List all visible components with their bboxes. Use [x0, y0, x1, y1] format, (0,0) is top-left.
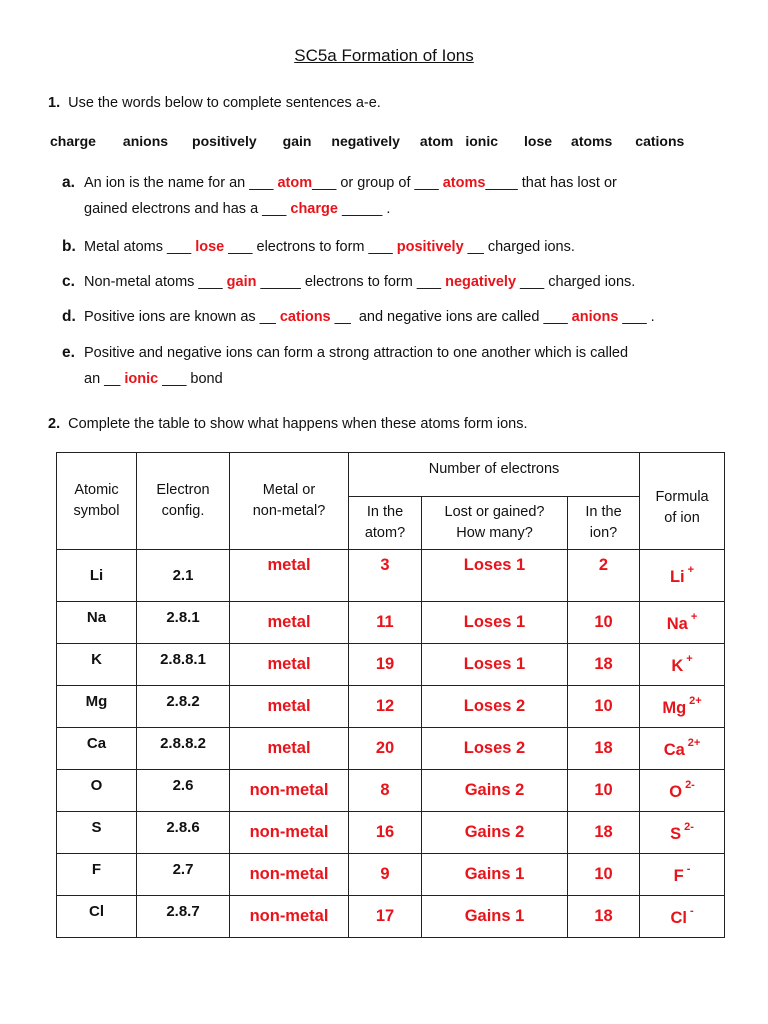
cell-formula: [640, 812, 725, 854]
answer-negatively: negatively: [445, 274, 517, 290]
cell-lost-gained: Loses 1: [422, 550, 568, 602]
cell-symbol: K: [57, 644, 137, 686]
word-bank-item: positively: [192, 133, 257, 149]
ion-charge: 2+: [687, 737, 701, 749]
table-row: [57, 644, 725, 686]
ion-charge: 2+: [689, 695, 702, 707]
cell-formula: [640, 770, 725, 812]
header-metal-or-nonmetal: Metal or non-metal?: [230, 453, 349, 550]
cell-in-ion: 18: [568, 728, 640, 770]
cell-in-atom: 8: [349, 770, 422, 812]
table-row: [57, 896, 725, 938]
cell-in-ion: 10: [568, 770, 640, 812]
ion-symbol: Mg: [662, 699, 687, 717]
answer-gain: gain: [226, 274, 257, 290]
sentence-a: [62, 170, 722, 222]
sentence-text: _____ electrons to form ___: [256, 274, 446, 290]
ion-symbol: Li: [669, 568, 685, 586]
answer-lose: lose: [195, 239, 225, 255]
answer-cations: cations: [279, 309, 331, 325]
cell-in-ion: 2: [568, 550, 640, 602]
header-in-atom: In the atom?: [349, 497, 422, 550]
cell-config: 2.6: [137, 770, 230, 812]
header-atomic-symbol: Atomic symbol: [57, 453, 137, 550]
table-row: [57, 854, 725, 896]
ion-symbol: O: [669, 783, 683, 801]
header-number-of-electrons: Number of electrons: [349, 453, 640, 497]
ion-charge: -: [686, 863, 691, 875]
ion-charge: 2-: [684, 821, 694, 833]
ion-charge: +: [686, 653, 693, 665]
cell-in-ion: 10: [568, 602, 640, 644]
sentence-d: [62, 304, 722, 330]
question-2: [48, 416, 528, 432]
cell-symbol: O: [57, 770, 137, 812]
cell-symbol: Ca: [57, 728, 137, 770]
ion-symbol: S: [670, 825, 682, 843]
cell-in-atom: 9: [349, 854, 422, 896]
cell-formula: [640, 644, 725, 686]
cell-in-atom: 16: [349, 812, 422, 854]
cell-formula: [640, 550, 725, 602]
ions-table: [56, 452, 725, 938]
word-bank-item: negatively: [331, 133, 400, 149]
ion-charge: -: [689, 905, 694, 917]
cell-formula: [640, 686, 725, 728]
sentence-text: an __: [84, 371, 125, 387]
cell-config: 2.8.1: [137, 602, 230, 644]
word-bank-item: atom: [419, 133, 454, 149]
ion-symbol: Na: [666, 615, 688, 633]
ion-charge: 2-: [685, 779, 695, 791]
sentence-text: gained electrons and has a ___: [84, 201, 291, 217]
sentence-label: c.: [62, 273, 75, 290]
header-electron-config: Electron config.: [137, 453, 230, 550]
cell-in-atom: 11: [349, 602, 422, 644]
cell-formula: [640, 728, 725, 770]
cell-symbol: F: [57, 854, 137, 896]
cell-metal-type: metal: [230, 728, 349, 770]
cell-in-ion: 10: [568, 854, 640, 896]
cell-config: 2.1: [137, 550, 230, 602]
cell-formula: [640, 896, 725, 938]
table-row: [57, 770, 725, 812]
cell-config: 2.8.7: [137, 896, 230, 938]
answer-anions: anions: [571, 309, 619, 325]
cell-config: 2.8.2: [137, 686, 230, 728]
sentence-text: __ charged ions.: [463, 239, 575, 255]
cell-in-ion: 10: [568, 686, 640, 728]
cell-lost-gained: Loses 2: [422, 728, 568, 770]
sentence-text: ___ or group of ___: [312, 175, 443, 191]
cell-metal-type: metal: [230, 602, 349, 644]
sentence-text: ___ .: [618, 309, 655, 325]
cell-formula: [640, 854, 725, 896]
word-bank: [50, 133, 718, 149]
cell-lost-gained: Loses 2: [422, 686, 568, 728]
ion-symbol: K: [671, 657, 684, 675]
answer-atom: atom: [277, 175, 313, 191]
sentence-label: e.: [62, 344, 75, 361]
word-bank-item: charge: [50, 133, 96, 149]
cell-config: 2.8.6: [137, 812, 230, 854]
ion-charge: +: [690, 611, 698, 623]
cell-symbol: S: [57, 812, 137, 854]
question-2-number: 2.: [48, 416, 61, 432]
cell-metal-type: metal: [230, 644, 349, 686]
cell-lost-gained: Gains 2: [422, 812, 568, 854]
question-1-number: 1.: [48, 95, 61, 111]
sentence-text: Positive and negative ions can form a strong attraction to one another which is called: [84, 345, 629, 361]
cell-in-atom: 12: [349, 686, 422, 728]
cell-config: 2.8.8.2: [137, 728, 230, 770]
cell-formula: [640, 602, 725, 644]
sentence-text: Positive ions are known as __: [84, 309, 280, 325]
sentence-text: _____ .: [337, 201, 391, 217]
word-bank-item: cations: [635, 133, 685, 149]
cell-metal-type: metal: [230, 550, 349, 602]
word-bank-item: anions: [122, 133, 169, 149]
header-in-ion: In the ion?: [568, 497, 640, 550]
sentence-text: Metal atoms ___: [84, 239, 196, 255]
cell-metal-type: non-metal: [230, 812, 349, 854]
page-title: SC5a Formation of Ions: [294, 46, 474, 65]
cell-lost-gained: Gains 1: [422, 896, 568, 938]
sentence-text: ___ charged ions.: [516, 274, 636, 290]
table-row: [57, 728, 725, 770]
sentence-text: ___ bond: [158, 371, 223, 387]
sentence-text: An ion is the name for an ___: [84, 175, 278, 191]
sentence-text: __ and negative ions are called ___: [330, 309, 572, 325]
question-2-text: Complete the table to show what happens when these atoms form ions.: [68, 416, 528, 432]
cell-in-atom: 3: [349, 550, 422, 602]
sentence-b: [62, 234, 722, 260]
cell-lost-gained: Loses 1: [422, 602, 568, 644]
answer-atoms: atoms: [442, 175, 486, 191]
sentence-e: [62, 340, 722, 392]
cell-metal-type: non-metal: [230, 896, 349, 938]
cell-in-ion: 18: [568, 896, 640, 938]
answer-positively: positively: [396, 239, 464, 255]
sentence-label: d.: [62, 308, 76, 325]
table-row: [57, 812, 725, 854]
word-bank-item: ionic: [465, 133, 499, 149]
word-bank-item: gain: [282, 133, 312, 149]
cell-symbol: Mg: [57, 686, 137, 728]
table-row: [57, 550, 725, 602]
answer-charge: charge: [290, 201, 338, 217]
sentence-label: b.: [62, 238, 76, 255]
word-bank-item: lose: [524, 133, 553, 149]
cell-in-ion: 18: [568, 644, 640, 686]
cell-symbol: Na: [57, 602, 137, 644]
cell-symbol: Li: [57, 550, 137, 602]
cell-symbol: Cl: [57, 896, 137, 938]
question-1: [48, 95, 381, 111]
cell-lost-gained: Loses 1: [422, 644, 568, 686]
cell-lost-gained: Gains 1: [422, 854, 568, 896]
cell-config: 2.7: [137, 854, 230, 896]
header-lost-or-gained: Lost or gained? How many?: [422, 497, 568, 550]
answer-ionic: ionic: [124, 371, 159, 387]
ion-symbol: F: [673, 867, 684, 885]
cell-lost-gained: Gains 2: [422, 770, 568, 812]
sentence-label: a.: [62, 174, 75, 191]
cell-metal-type: metal: [230, 686, 349, 728]
cell-in-atom: 17: [349, 896, 422, 938]
sentence-text: ___ electrons to form ___: [224, 239, 397, 255]
header-formula: Formula of ion: [640, 453, 725, 550]
cell-in-atom: 20: [349, 728, 422, 770]
cell-config: 2.8.8.1: [137, 644, 230, 686]
cell-metal-type: non-metal: [230, 854, 349, 896]
ion-symbol: Ca: [663, 741, 685, 759]
sentence-c: [62, 269, 722, 295]
sentence-text: ____ that has lost or: [485, 175, 617, 191]
ion-charge: +: [687, 564, 695, 576]
question-1-text: Use the words below to complete sentences a-e.: [68, 95, 381, 111]
table-row: [57, 686, 725, 728]
ion-symbol: Cl: [670, 909, 687, 927]
cell-metal-type: non-metal: [230, 770, 349, 812]
word-bank-item: atoms: [571, 133, 613, 149]
cell-in-ion: 18: [568, 812, 640, 854]
table-row: [57, 602, 725, 644]
sentence-text: Non-metal atoms ___: [84, 274, 227, 290]
cell-in-atom: 19: [349, 644, 422, 686]
